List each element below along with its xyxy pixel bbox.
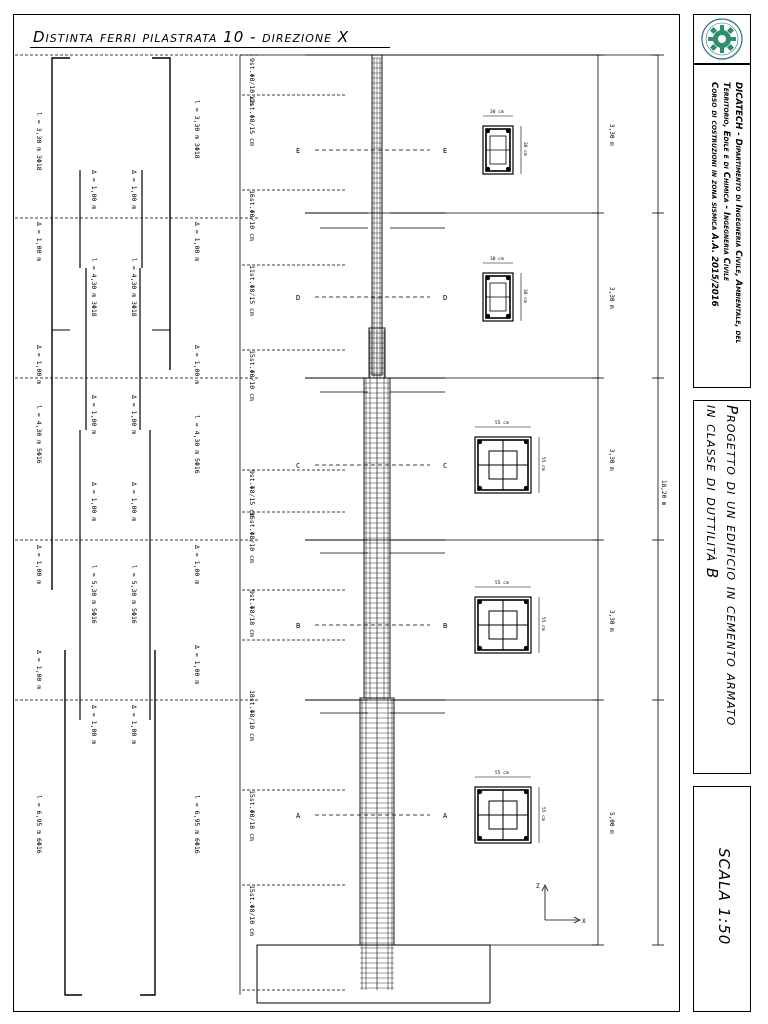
rebar-dot [524,440,527,443]
stirrup-label: 9st.Φ8/15 cm [248,470,256,517]
bar-label: Δ = 1,00 m [193,645,201,685]
section-label-right: B [443,622,448,630]
section-depth-label: 55 cm [540,807,545,821]
bar-label: Δ = 1,00 m [193,345,201,385]
section-width-label: 55 cm [495,771,509,776]
bar-label: Δ = 1,00 m [193,222,201,262]
scale-label: SCALA 1:50 [715,848,733,946]
bar-label: Δ = 1,00 m [130,170,138,210]
section-label-right: E [443,147,448,155]
rebar-dot [524,836,527,839]
project-line-2: in classe di duttilità B [703,405,721,580]
bar-label: Δ = 1,00 m [193,545,201,585]
rebar-dot [506,167,509,170]
section-label-left: E [296,147,301,155]
rebar-dot [506,129,509,132]
institution-line-1: DICATECH - Dipartimento di Ingegneria Civile, Ambientale, del [733,82,743,344]
section-label-right: D [443,294,448,302]
section-width-label: 55 cm [495,581,509,586]
bar-label: l = 6,95 m 6Φ16 [193,795,201,854]
bar-label: Δ = 1,00 m [130,705,138,745]
rebar-dot [524,646,527,649]
floor-height-label: 3,30 m [608,610,615,632]
rebar-dot [478,440,481,443]
bar-label: Δ = 1,00 m [90,170,98,210]
stirrup-label: 15st.Φ8/18 cm [248,790,256,841]
stirrup-label: 9st.Φ8/10 cm [248,58,256,105]
bar-label: Δ = 1,00 m [90,705,98,745]
axis-x-label: X [582,918,586,925]
section-label-right: C [443,462,448,470]
bar-label: Δ = 1,00 m [35,545,43,585]
bar-label: l = 6,95 m 6Φ16 [35,795,43,854]
section-depth-label: 55 cm [540,617,545,631]
rebar-dot [478,836,481,839]
section-depth-label: 30 cm [522,289,527,303]
floor-height-label: 3,30 m [608,124,615,146]
bar-label: l = 4,30 m 3Φ18 [90,258,98,317]
section-label-right: A [443,812,448,820]
bar-label: Δ = 1,00 m [90,482,98,522]
stirrup-label: 15st.Φ8/10 cm [248,885,256,936]
bar-label: l = 4,30 m 5Φ16 [35,405,43,464]
section-width-label: 55 cm [495,421,509,426]
rebar-dot [486,129,489,132]
section-label-left: B [296,622,301,630]
total-height-label: 18,20 m [660,480,667,506]
section-width-label: 30 cm [490,257,504,262]
section-width-label: 30 cm [490,110,504,115]
drawing-title: Distinta ferri pilastrata 10 - direzione X [33,28,350,46]
institution-line-2: Territorio, Edile e di Chimica - Ingegneria Civile [721,82,731,281]
bar-label: l = 5,30 m 5Φ16 [90,565,98,624]
bar-label: l = 4,30 m 5Φ16 [193,415,201,474]
stirrup-label: 11st.Φ8/15 cm [248,265,256,316]
rebar-dot [506,276,509,279]
section-depth-label: 55 cm [540,457,545,471]
section-label-left: D [296,294,301,302]
stirrup-label: 15st.Φ8/10 cm [248,512,256,563]
bar-label: Δ = 1,00 m [35,222,43,262]
bar-label: Δ = 1,00 m [130,395,138,435]
section-label-left: C [296,462,301,470]
bar-label: Δ = 1,00 m [35,345,43,385]
floor-height-label: 5,00 m [608,812,615,834]
axis-z-label: Z [536,883,540,890]
bar-label: Δ = 1,00 m [35,650,43,690]
rebar-dot [478,600,481,603]
stirrup-label: 12st.Φ8/15 cm [248,95,256,146]
floor-height-label: 3,30 m [608,287,615,309]
bar-label: Δ = 1,00 m [130,482,138,522]
stirrup-label: 18st.Φ8/10 cm [248,690,256,741]
rebar-dot [524,600,527,603]
project-line-1: Progetto di un edificio in cemento armato [723,405,741,727]
rebar-dot [524,486,527,489]
rebar-dot [478,646,481,649]
section-label-left: A [296,812,301,820]
rebar-dot [506,314,509,317]
floor-height-label: 3,30 m [608,449,615,471]
stirrup-label: 15st.Φ8/10 cm [248,350,256,401]
bar-label: l = 3,30 m 3Φ18 [35,112,43,171]
rebar-dot [524,790,527,793]
stirrup-label: 16st.Φ8/10 cm [248,190,256,241]
rebar-dot [486,276,489,279]
bar-label: Δ = 1,00 m [90,395,98,435]
bar-label: l = 3,30 m 3Φ18 [193,100,201,159]
rebar-dot [486,314,489,317]
rebar-dot [478,486,481,489]
bar-label: l = 5,30 m 5Φ16 [130,565,138,624]
institution-line-3: Corso di costruzioni in zona sismica A.A. 2015/2016 [709,82,719,307]
rebar-dot [486,167,489,170]
bar-label: l = 4,30 m 3Φ18 [130,258,138,317]
rebar-dot [478,790,481,793]
stirrup-label: 9st.Φ8/18 cm [248,590,256,637]
section-depth-label: 30 cm [522,142,527,156]
